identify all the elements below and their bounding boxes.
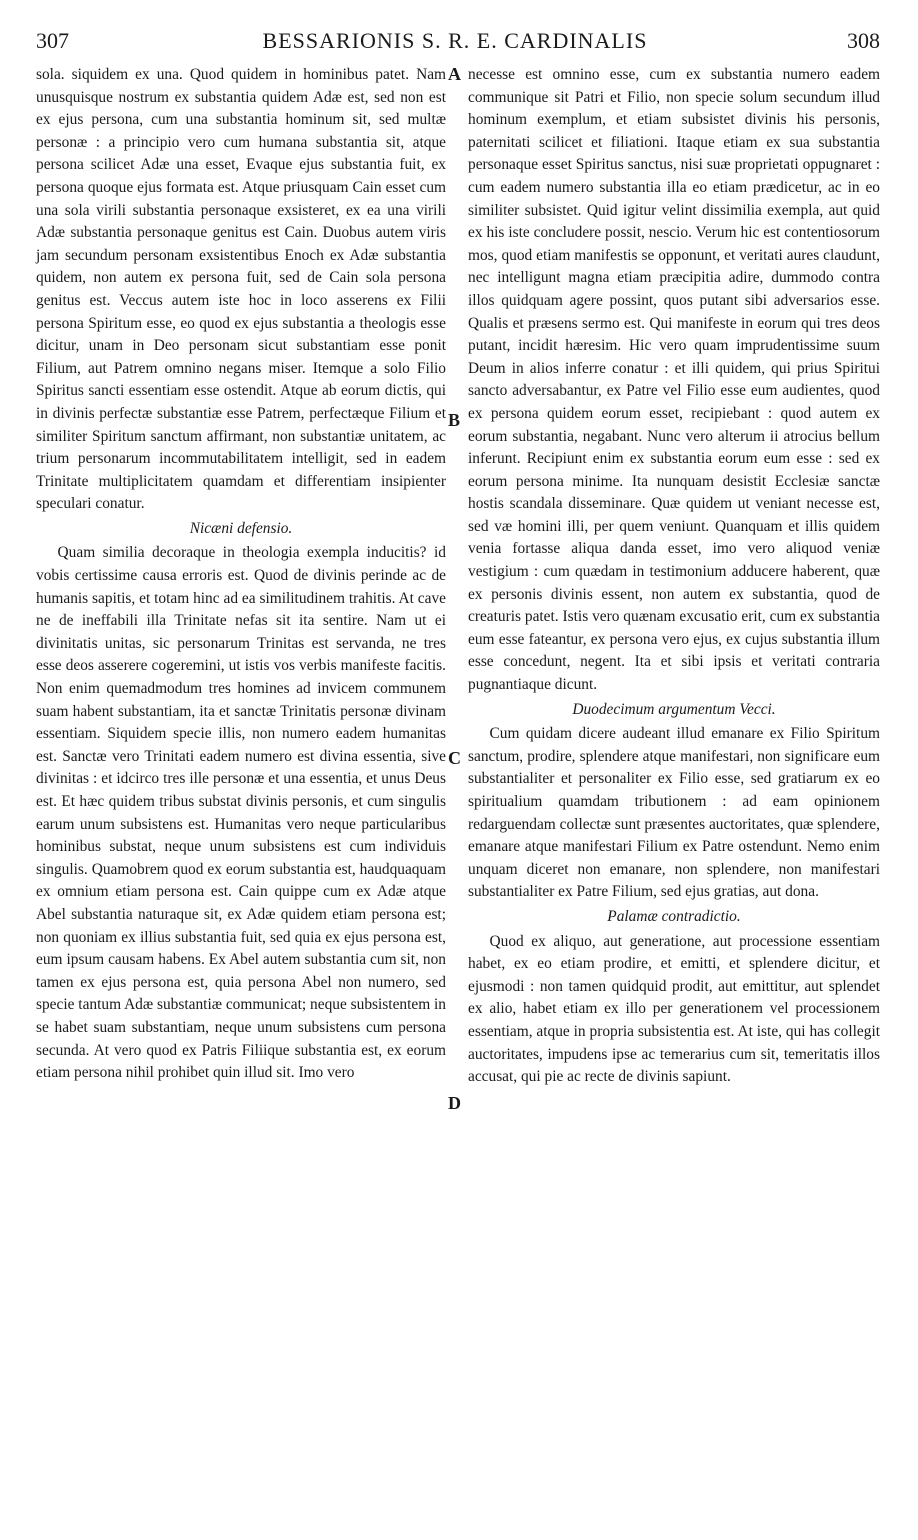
margin-marker-c: C [448, 748, 461, 768]
right-column [468, 64, 880, 1089]
left-column [36, 64, 446, 1085]
left-paragraph-2: Quam similia decoraque in theologia exempla inducitis? id vobis certissime causa erroris est. Quod de divinis perinde ac de humanis sapitis, et totam hinc ad ea similitudinem trahitis. At cave ne de ineffabili illa Trinitate nefas sit ita sentire. Nam ut ei divinitatis unitas, sic personarum Trinitas est servanda, ne tres esse deos asserere cogeremini, ut istis vos verbis manifeste facitis. Non enim quemadmodum tres homines ad invicem communem suam habent substantiam, ita et sanctæ Trinitatis personæ divinam essentiam. Siquidem specie illis, non numero eadem humanitas est. Sanctæ vero Trinitati eadem numero est divina essentia, sive divinitas : et idcirco tres ille personæ et una essentia, et unus Deus est. Et hæc quidem tribus substat divinis personis, et cum singulis earum unum subsistens est. Humanitas vero neque particularibus hominibus substat, neque unum subsistens est cum individuis singulis. Quamobrem quod ex eorum substantia est, haudquaquam ex omnium etiam persona est. Cain quippe cum ex Adæ atque Abel substantia naturaque sit, ex Adæ quidem etiam persona est; non quoniam ex illius substantia fuit, sed quia ex ejus persona est, eum ipsum causam habens. Ex Abel autem substantia cum sit, non tamen ex ejus persona est, quia persona Abel non numero, sed specie tantum Adæ substantiæ communicat; neque subsistentem in se habet suam substantiam, neque unum subsistens cum persona secunda. At vero quod ex Patris Filiique substantia est, ex eorum etiam persona nihil prohibet quin illud sit. Imo vero [36, 544, 446, 1082]
section-heading-palamae-contradictio: Palamæ contradictio. [607, 907, 741, 925]
margin-marker-a: A [448, 64, 461, 84]
running-header [30, 28, 880, 62]
left-paragraph-1: sola. siquidem ex una. Quod quidem in hominibus patet. Nam unusquisque nostrum ex substantia quidem Adæ est, sed non est ex ejus persona, cum una substantia hominum sit, sed multæ personæ : a principio vero cum humana substantia sit, atque persona scilicet Adæ una esset, Evaque ejus substantia fuit, ex persona quoque ejus formata est. Atque priusquam Cain esset cum una sola virili substantia personaque exsisteret, ex ea una virili Adæ substantia personaque genitus est Cain. Duobus autem viris jam secundum personam exsistentibus Enoch ex Adæ substantia quidem, non autem ex persona fuit, sed de Cain sola persona genitus est. Veccus autem iste hoc in loco asserens ex Filii persona Spiritum esse, eo quod ex ejus substantia a theologis esse dicitur, unam in Deo personam sicut substantiam esse ponit Filium, aut Patrem omnino negans miser. Itemque a solo Filio Spiritus sancti essentiam esse ostendit. Atque ab eorum dictis, qui in divinis perfectæ substantiæ esse Patrem, perfectæque Filium et similiter Spiritum sanctum affirmant, non substantiæ unitatem, ac trium personarum incommutabilitatem intelligit, sed in eadem Trinitate multiplicitatem quamdam et differentiam insipienter speculari conatur. [36, 66, 446, 513]
right-paragraph-3: Quod ex aliquo, aut generatione, aut processione essentiam habet, ex eo etiam prodire, et emitti, et splendere dicitur, et ejusmodi : non tamen quidquid prodit, aut emittitur, aut splendet ex alio, habet etiam ex illo per generationem vel processionem essentiam, atque in propria subsistentia est. At iste, qui has collegit auctoritates, impudens ipse ac temerarius cum sit, temeritatis illos accusat, qui pie ac recte de divinis sapiunt. [468, 932, 880, 1086]
right-paragraph-2: Cum quidam dicere audeant illud emanare ex Filio Spiritum sanctum, prodire, splendere atque manifestari, non significare eum substantialiter et personaliter ex Filio esse, sed gratiarum ex eo spiritualium quamdam tributionem : ad eam opinionem redarguendam collectæ sunt præsentes auctoritates, quæ splendere, emanare atque manifestari Filium ex Patre ostendunt. Nemo enim unquam diceret non emanare, non splendere, non manifestari substantialiter ex Patre Filium, sed ejus gratias, aut dona. [468, 725, 880, 901]
page-number-left: 307 [36, 28, 69, 53]
section-heading-duodecimum-argumentum: Duodecimum argumentum Vecci. [572, 700, 776, 718]
section-heading-niceni-defensio: Nicæni defensio. [189, 519, 293, 537]
right-paragraph-1: necesse est omnino esse, cum ex substantia numero eadem communique sit Patri et Filio, non specie solum secundum illud hominum exemplum, et etiam subsistet divinis his personis, paternitati scilicet et filiationi. Itaque etiam ex sua substantia personaque esset Spiritus sanctus, nisi suæ proprietati oppugnaret : cum eadem numero substantia illa eo etiam prædicetur, ac in eo similiter subsistet. Quid igitur velint dissimilia exempla, aut quid ex his iste concludere possit, nescio. Verum hic est contentiosorum mos, quod etiam manifestis se opponunt, et veritati aures claudunt, nec intelligunt magna etiam præcipitia adire, dummodo contra illos quidquam agere possint, quos putant sibi adversarios esse. Qualis et præsens sermo est. Qui manifeste in eorum qui tres deos putant, incidit hæresim. Hic vero quam imprudentissime suum Deum in alios inferre conatur : et illi quidem, qui prius Spiritui sancto adversabantur, ex Patre vel Filio esse eum audientes, quod ex persona quidem eorum esset, recipiebant : quod autem ex eorum substantia, negabant. Nunc vero alterum ii atrocius bellum inferunt. Recipiunt enim ex substantia eorum eum esse : sed ex eorum persona minime. Ita nunquam desistit Ecclesiæ sanctæ hostis scandala disseminare. Quæ quidem ut veniant necesse est, sed væ homini illi, per quem veniunt. Quanquam et illis quidem venia fortasse aliqua danda esset, imo vero aliquod veniæ vestigium : cum quædam in testimonium adducere haberent, quæ ex personis divinis essent, non autem ex substantia, quod de creaturis patet. Istis vero quænam excusatio erit, cum ex substantia eum esse fateantur, ex persona vero ejus, ex cujus substantia illum esse concedunt, negent. Ita et sibi ipsis et veritati contraria pugnantiaque dicunt. [468, 66, 880, 694]
page-number-right: 308 [847, 28, 880, 53]
margin-marker-d: D [448, 1093, 461, 1113]
margin-marker-b: B [448, 410, 461, 430]
running-title: BESSARIONIS S. R. E. CARDINALIS [262, 28, 648, 53]
